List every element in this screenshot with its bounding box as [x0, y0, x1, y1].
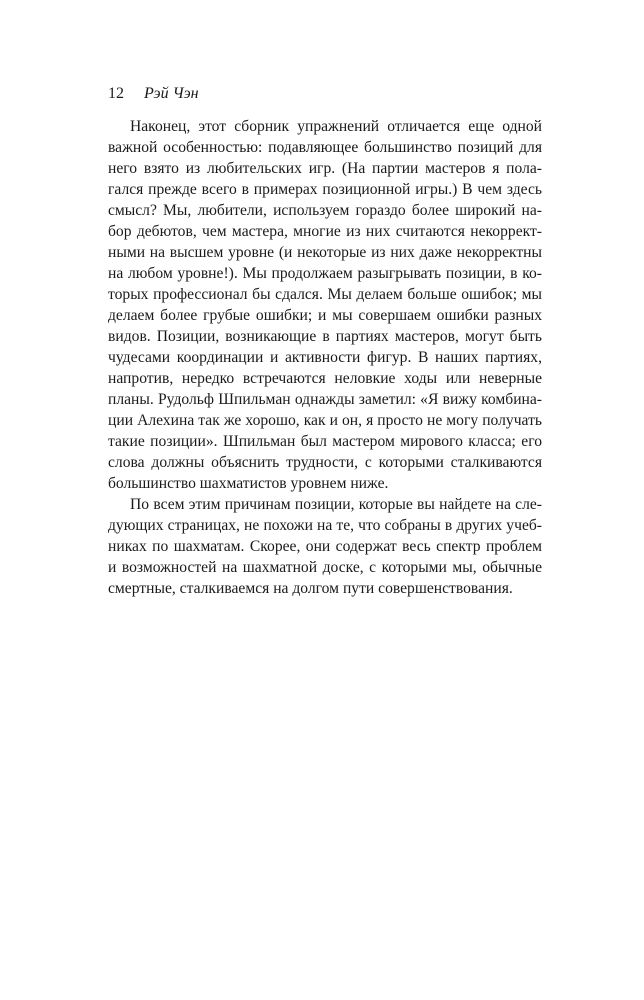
paragraph [108, 116, 542, 494]
text-line: важной особенностью: подавляющее большинство позиций для [108, 139, 542, 156]
text-line: большинство шахматистов уровнем ниже. [108, 475, 389, 492]
text-line: такие позиции». Шпильман был мастером мирового класса; его [108, 433, 542, 450]
text-line: ными на высшем уровне (и некоторые из них даже некорректны [108, 244, 542, 261]
page-header [108, 84, 199, 104]
body-text [108, 116, 542, 599]
paragraph [108, 494, 542, 599]
running-title: Рэй Чэн [144, 85, 199, 102]
text-line: никах по шахматам. Скорее, они содержат весь спектр проблем [108, 538, 542, 555]
text-line: торых профессионал бы сдался. Мы делаем больше ошибок; мы [108, 286, 542, 303]
text-line: чудесами координации и активности фигур. В наших партиях, [108, 349, 542, 366]
text-line: него взято из любительских игр. (На партии мастеров я пола- [108, 160, 542, 177]
text-line: бор дебютов, чем мастера, многие из них считаются некоррект- [108, 223, 542, 240]
text-line: делаем более грубые ошибки; и мы совершаем ошибки разных [108, 307, 542, 324]
text-line: Наконец, этот сборник упражнений отличается еще одной [130, 118, 542, 135]
text-line: на любом уровне!). Мы продолжаем разыгрывать позиции, в ко- [108, 265, 542, 282]
text-line: дующих страницах, не похожи на те, что собраны в других учеб- [108, 517, 542, 534]
text-line: слова должны объяснить трудности, с которыми сталкиваются [108, 454, 542, 471]
page-number: 12 [108, 85, 124, 102]
text-line: и возможностей на шахматной доске, с которыми мы, обычные [108, 559, 542, 576]
text-line: смертные, сталкиваемся на долгом пути совершенствования. [108, 580, 513, 597]
text-line: гался прежде всего в примерах позиционной игры.) В чем здесь [108, 181, 542, 198]
text-line: напротив, нередко встречаются неловкие ходы или неверные [108, 370, 542, 387]
text-line: смысл? Мы, любители, используем гораздо более широкий на- [108, 202, 542, 219]
text-line: видов. Позиции, возникающие в партиях мастеров, могут быть [108, 328, 542, 345]
text-line: По всем этим причинам позиции, которые вы найдете на сле- [130, 496, 542, 513]
text-line: ции Алехина так же хорошо, как и он, я просто не могу получать [108, 412, 542, 429]
text-line: планы. Рудольф Шпильман однажды заметил: «Я вижу комбина- [108, 391, 542, 408]
